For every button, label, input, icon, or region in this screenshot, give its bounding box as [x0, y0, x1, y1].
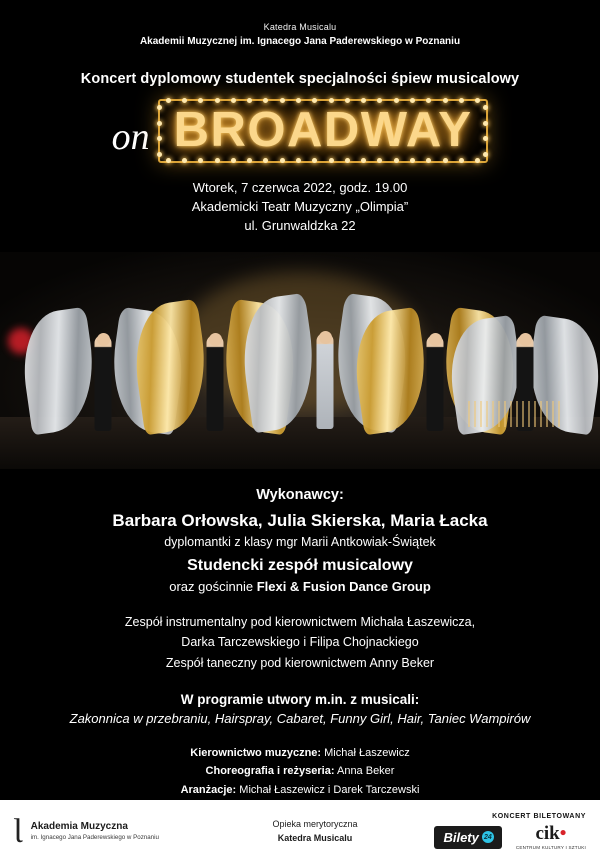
credits-line-3: Zespół taneczny pod kierownictwem Anny Beker: [165, 656, 435, 671]
program-list: Zakonnica w przebraniu, Hairspray, Cabaret, Funny Girl, Hair, Taniec Wampirów: [69, 710, 531, 726]
marquee-sign: [158, 99, 489, 163]
title-prefix: on: [111, 116, 150, 158]
header-block: [0, 0, 600, 97]
title-main: BROADWAY: [173, 103, 473, 157]
credit-choreography-label: Choreografia i reżyseria:: [205, 765, 335, 778]
ticketed-note: KONCERT BILETOWANY: [492, 813, 586, 821]
ensemble-name: Studencki zespół musicalowy: [187, 556, 413, 574]
credit-arrangements-value: Michał Łaszewicz i Darek Tarczewski: [239, 784, 420, 797]
academy-name: Akademia Muzyczna: [30, 821, 128, 833]
info-block: [0, 469, 600, 800]
organizer-line-2: Akademii Muzycznej im. Ignacego Jana Paderewskiego w Poznaniu: [139, 36, 461, 47]
credits-line-2: Darka Tarczewskiego i Filipa Chojnackiego: [181, 635, 419, 650]
footer-bar: [0, 800, 600, 864]
stage-photo: [0, 252, 600, 469]
credits-line-1: Zespół instrumentalny pod kierownictwem Michała Łaszewicza,: [124, 614, 476, 629]
cik-dot-icon: •: [559, 823, 567, 845]
orchestra-lights: [468, 401, 564, 427]
cik-text: cik: [535, 823, 560, 845]
performers-names: Barbara Orłowska, Julia Skierska, Maria Łacka: [112, 510, 488, 530]
performers-teacher: dyplomantki z klasy mgr Marii Antkowiak-Świątek: [164, 534, 436, 549]
partner-logos: [406, 824, 586, 850]
credit-choreography-value: Anna Beker: [336, 765, 395, 778]
address-line: ul. Grunwaldzka 22: [244, 217, 356, 233]
credit-choreography: [0, 762, 600, 781]
date-line: Wtorek, 7 czerwca 2022, godz. 19.00: [192, 180, 408, 195]
merit-line-1: Opieka merytoryczna: [272, 819, 358, 830]
academy-mark-icon: Ɩ: [14, 812, 23, 850]
credit-arrangements-label: Aranżacje:: [180, 784, 237, 797]
organizer-line-1: Katedra Musicalu: [263, 22, 337, 32]
performers-label: Wykonawcy:: [256, 486, 344, 503]
concert-subtitle: Koncert dyplomowy studentek specjalności śpiew musicalowy: [80, 71, 520, 87]
guest-line: [0, 579, 600, 594]
bilety24-logo[interactable]: [434, 826, 501, 849]
program-title: W programie utwory m.in. z musicali:: [180, 691, 420, 707]
cik-logo[interactable]: [516, 824, 586, 850]
bilety24-badge: 24: [482, 831, 494, 843]
marquee-bulbs-bottom: [160, 158, 487, 164]
marquee-bulbs-right: [483, 105, 489, 157]
credit-music: [0, 744, 600, 763]
marquee-bulbs-top: [160, 98, 487, 104]
credit-arrangements: [0, 781, 600, 800]
academy-subname: im. Ignacego Jana Paderewskiego w Poznaniu: [30, 834, 159, 842]
credit-music-label: Kierownictwo muzyczne:: [190, 746, 322, 759]
date-venue-block: [0, 179, 600, 236]
poster-title: [0, 99, 600, 163]
merit-line-2: Katedra Musicalu: [277, 832, 353, 843]
credit-music-value: Michał Łaszewicz: [324, 746, 410, 759]
merit-supervision: [224, 818, 406, 845]
guest-prefix: oraz gościnnie: [169, 578, 254, 594]
marquee-bulbs-left: [157, 105, 163, 157]
venue-line: Akademicki Teatr Muzyczny „Olimpia”: [191, 198, 409, 214]
bilety24-wordmark: Bilety: [443, 829, 479, 845]
cik-wordmark: [516, 824, 586, 843]
cik-subtitle: CENTRUM KULTURY I SZTUKI: [515, 845, 586, 851]
guest-group-name: Flexi & Fusion Dance Group: [256, 578, 431, 594]
academy-logo: [14, 812, 224, 850]
partners-block: [406, 813, 586, 850]
